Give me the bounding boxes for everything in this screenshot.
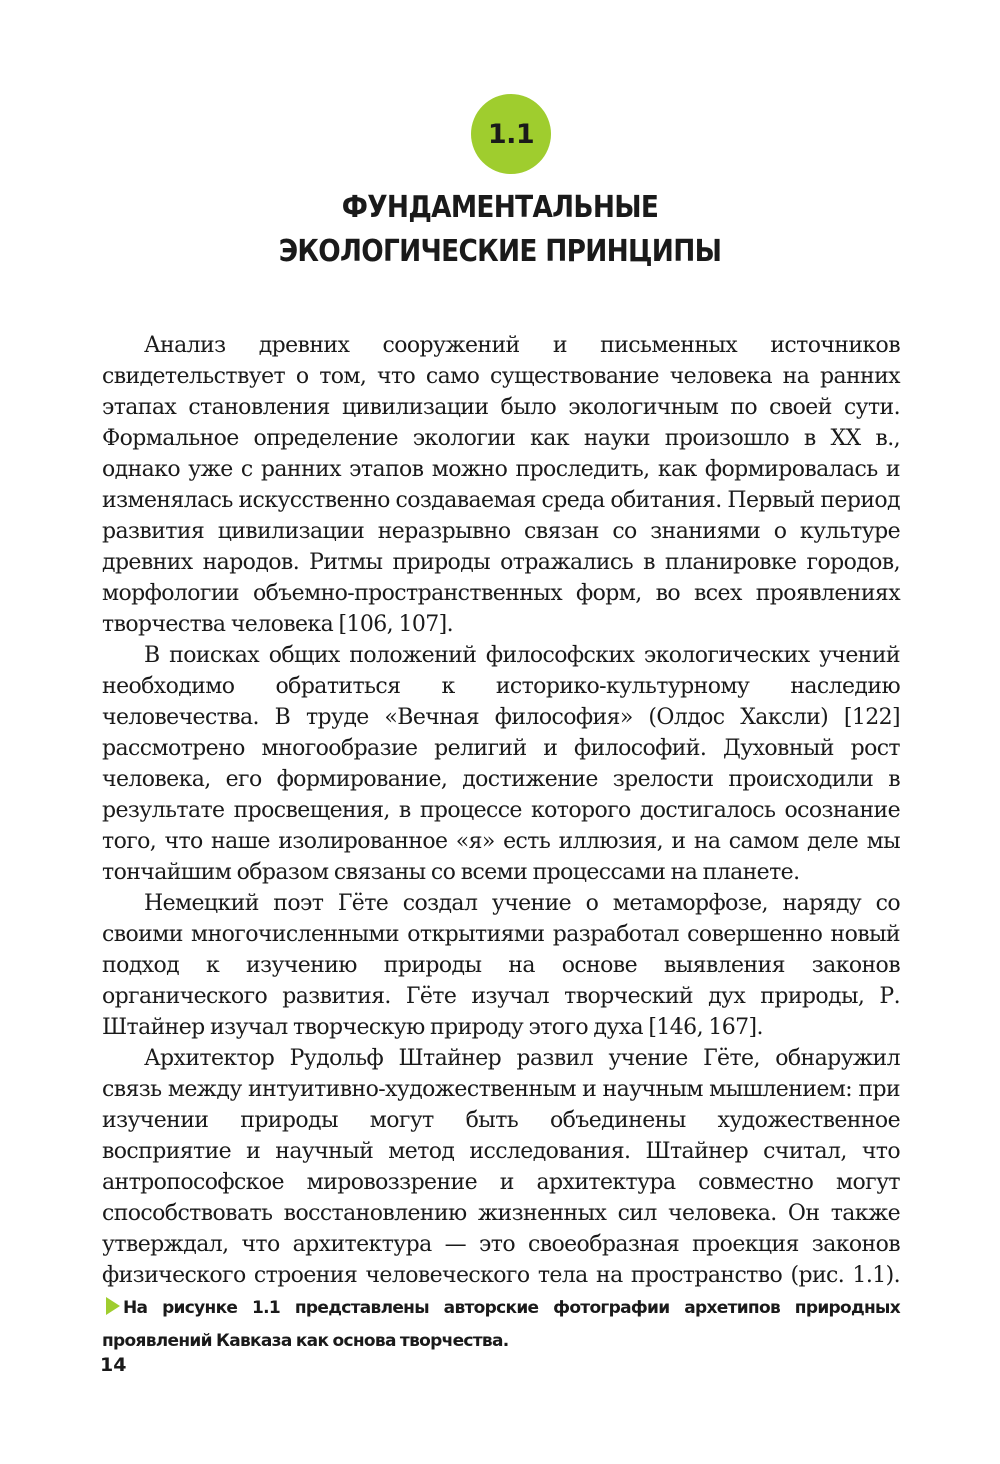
figure-callout: На рисунке 1.1 представлены авторские фотографии архетипов природных проявлений Кавказа как основа творчества. — [102, 1298, 900, 1351]
section-title — [148, 186, 852, 274]
paragraph-3: Немецкий поэт Гёте создал учение о метаморфозе, наряду со своими многочисленными открытиями разработал совершенно новый подход к изучению природы на основе выявления законов органического развития. Гёте изучал творческий дух природы, Р. Штайнер изучал творческую природу этого духа [146, 167]. — [102, 891, 900, 1040]
paragraph-2: В поисках общих положений философских экологических учений необходимо обратиться к историко-культурному наследию человечества. В труде «Вечная философия» (Олдос Хаксли) [122] рассмотрено многообразие религий и философий. Духовный рост человека, его формирование, достижение зрелости происходили в результате просвещения, в процессе которого достигалось осознание того, что наше изолированное «я» есть иллюзия, и на самом деле мы тончайшим образом связаны со всеми процессами на планете. — [102, 643, 900, 885]
section-number-badge: 1.1 — [471, 94, 551, 174]
section-title-line-1: ФУНДАМЕНТАЛЬНЫЕ — [341, 190, 659, 225]
section-title-line-2: ЭКОЛОГИЧЕСКИЕ ПРИНЦИПЫ — [278, 234, 722, 269]
body-text — [102, 330, 900, 1357]
page-number: 14 — [100, 1354, 127, 1376]
play-arrow-icon — [106, 1297, 120, 1315]
paragraph-1: Анализ древних сооружений и письменных источников свидетельствует о том, что само существование человека на ранних этапах становления цивилизации было экологичным по своей сути. Формальное определение экологии как науки произошло в XX в., однако уже с ранних этапов можно проследить, как формировалась и изменялась искусственно создаваемая среда обитания. Первый период развития цивилизации неразрывно связан со знаниями о культуре древних народов. Ритмы природы отражались в планировке городов, морфологии объемно-пространственных форм, во всех проявлениях творчества человека [106, 107]. — [102, 333, 900, 637]
paragraph-4-text: Архитектор Рудольф Штайнер развил учение Гёте, обнаружил связь между интуитивно-художественным и научным мышлением: при изучении природы могут быть объединены художественное восприятие и научный метод исследования. Штайнер считал, что антропософское мировоззрение и архитектура совместно могут способствовать восстановлению жизненных сил человека. Он также утверждал, что архитектура — это своеобразная проекция законов физического строения человеческого тела на пространство (рис. 1.1). — [102, 1046, 900, 1288]
paragraph-4 — [102, 1043, 900, 1357]
